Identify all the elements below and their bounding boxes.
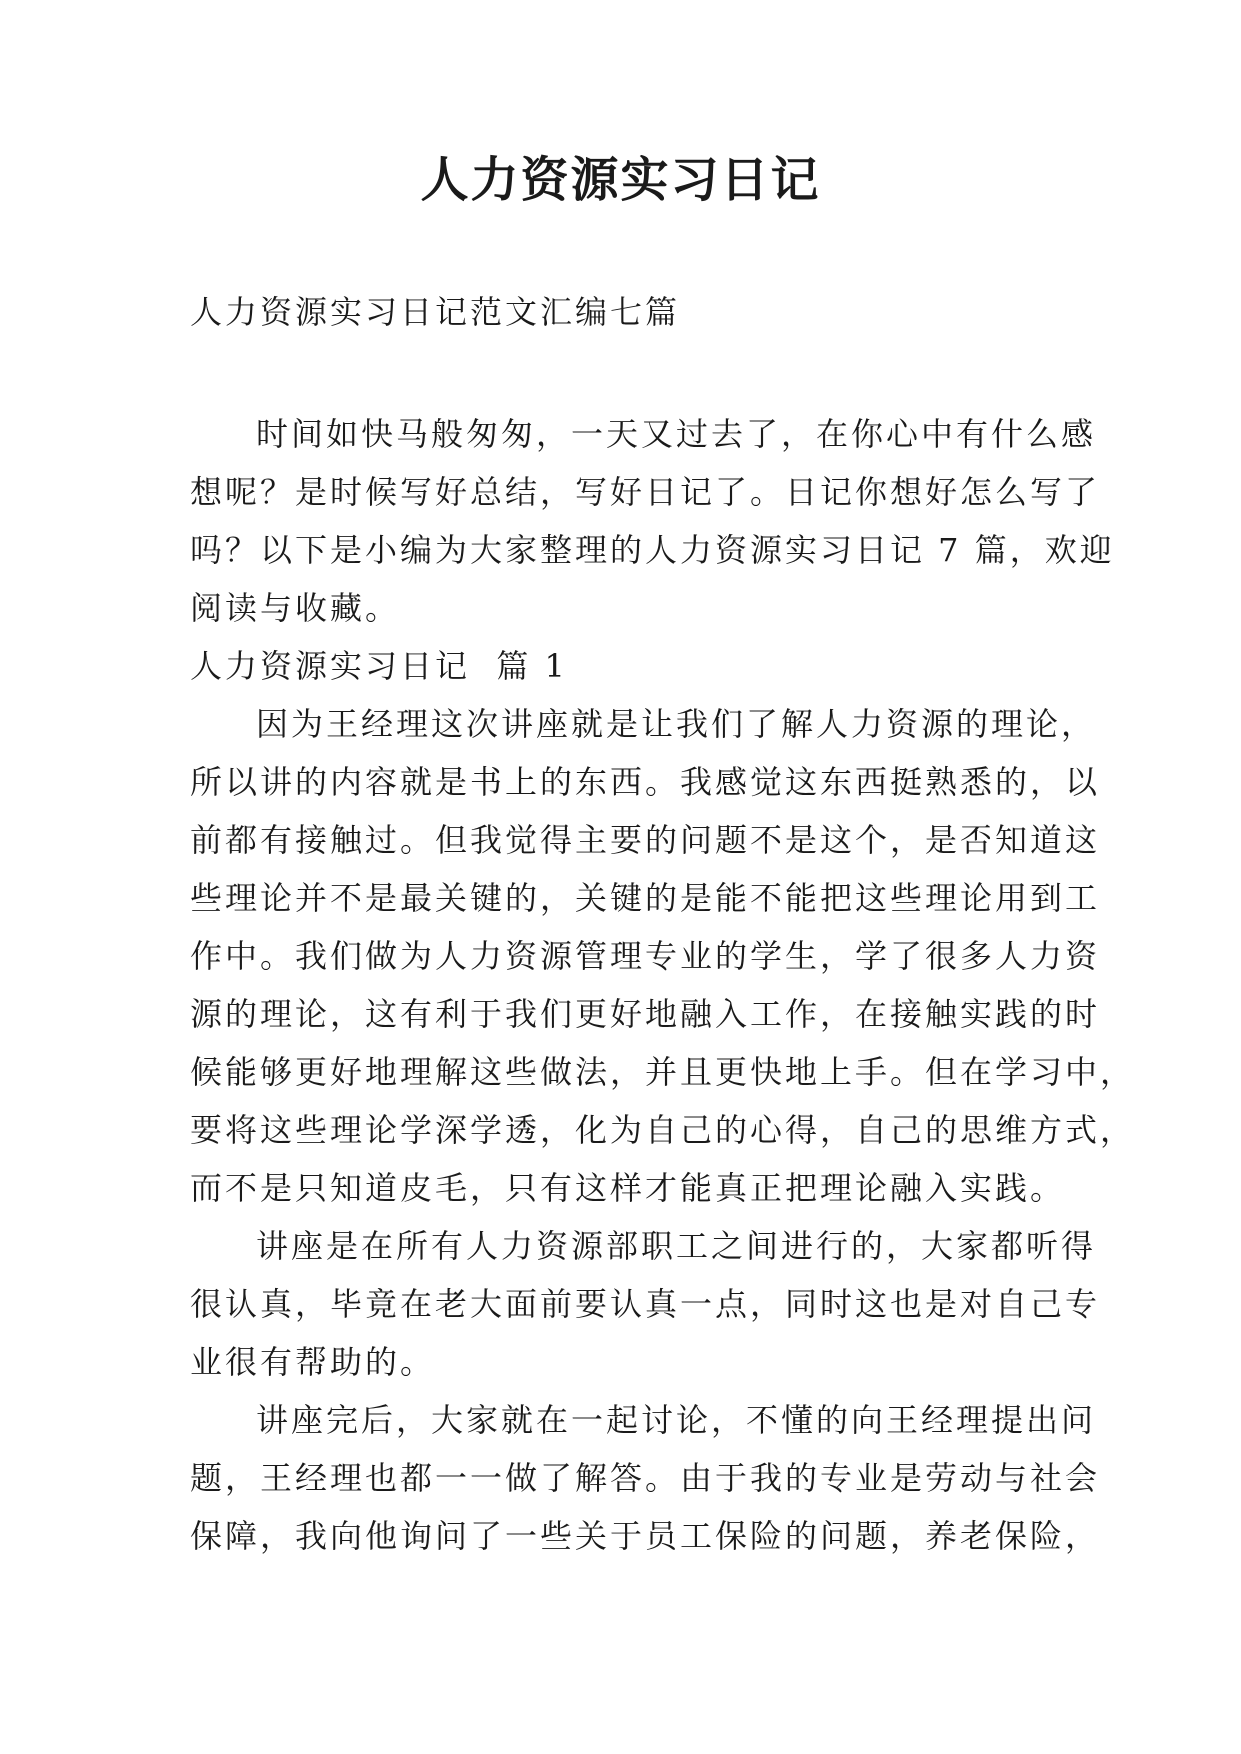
paragraph-line: 作中。我们做为人力资源管理专业的学生，学了很多人力资 <box>190 937 1101 975</box>
intro-paragraph <box>190 405 1115 637</box>
paragraph-line: 要将这些理论学深学透，化为自己的心得，自己的思维方式， <box>190 1111 1136 1149</box>
document-title: 人力资源实习日记 <box>420 152 821 208</box>
paragraph-2 <box>190 1217 1101 1391</box>
document-subtitle: 人力资源实习日记范文汇编七篇 <box>190 293 681 331</box>
document-body <box>190 405 1136 1565</box>
section-heading: 人力资源实习日记 篇 1 <box>190 647 568 685</box>
paragraph-line: 源的理论，这有利于我们更好地融入工作，在接触实践的时 <box>190 995 1101 1033</box>
paragraph-line: 而不是只知道皮毛，只有这样才能真正把理论融入实践。 <box>190 1169 1066 1207</box>
paragraph-line: 讲座完后，大家就在一起讨论，不懂的向王经理提出问 <box>256 1401 1097 1439</box>
intro-line: 时间如快马般匆匆，一天又过去了，在你心中有什么感 <box>256 415 1097 453</box>
intro-line: 想呢？是时候写好总结，写好日记了。日记你想好怎么写了 <box>190 473 1101 511</box>
paragraph-line: 讲座是在所有人力资源部职工之间进行的，大家都听得 <box>256 1227 1097 1265</box>
paragraph-1 <box>190 695 1136 1217</box>
paragraph-line: 因为王经理这次讲座就是让我们了解人力资源的理论， <box>256 705 1097 743</box>
paragraph-line: 很认真，毕竟在老大面前要认真一点，同时这也是对自己专 <box>190 1285 1101 1323</box>
paragraph-line: 保障，我向他询问了一些关于员工保险的问题，养老保险， <box>190 1517 1101 1555</box>
paragraph-line: 所以讲的内容就是书上的东西。我感觉这东西挺熟悉的，以 <box>190 763 1101 801</box>
intro-line: 吗？以下是小编为大家整理的人力资源实习日记 7 篇，欢迎 <box>190 531 1115 569</box>
paragraph-3 <box>190 1391 1101 1565</box>
paragraph-line: 些理论并不是最关键的，关键的是能不能把这些理论用到工 <box>190 879 1101 917</box>
paragraph-line: 前都有接触过。但我觉得主要的问题不是这个，是否知道这 <box>190 821 1101 859</box>
paragraph-line: 候能够更好地理解这些做法，并且更快地上手。但在学习中， <box>190 1053 1136 1091</box>
intro-line: 阅读与收藏。 <box>190 589 401 627</box>
paragraph-line: 题，王经理也都一一做了解答。由于我的专业是劳动与社会 <box>190 1459 1101 1497</box>
paragraph-line: 业很有帮助的。 <box>190 1343 436 1381</box>
